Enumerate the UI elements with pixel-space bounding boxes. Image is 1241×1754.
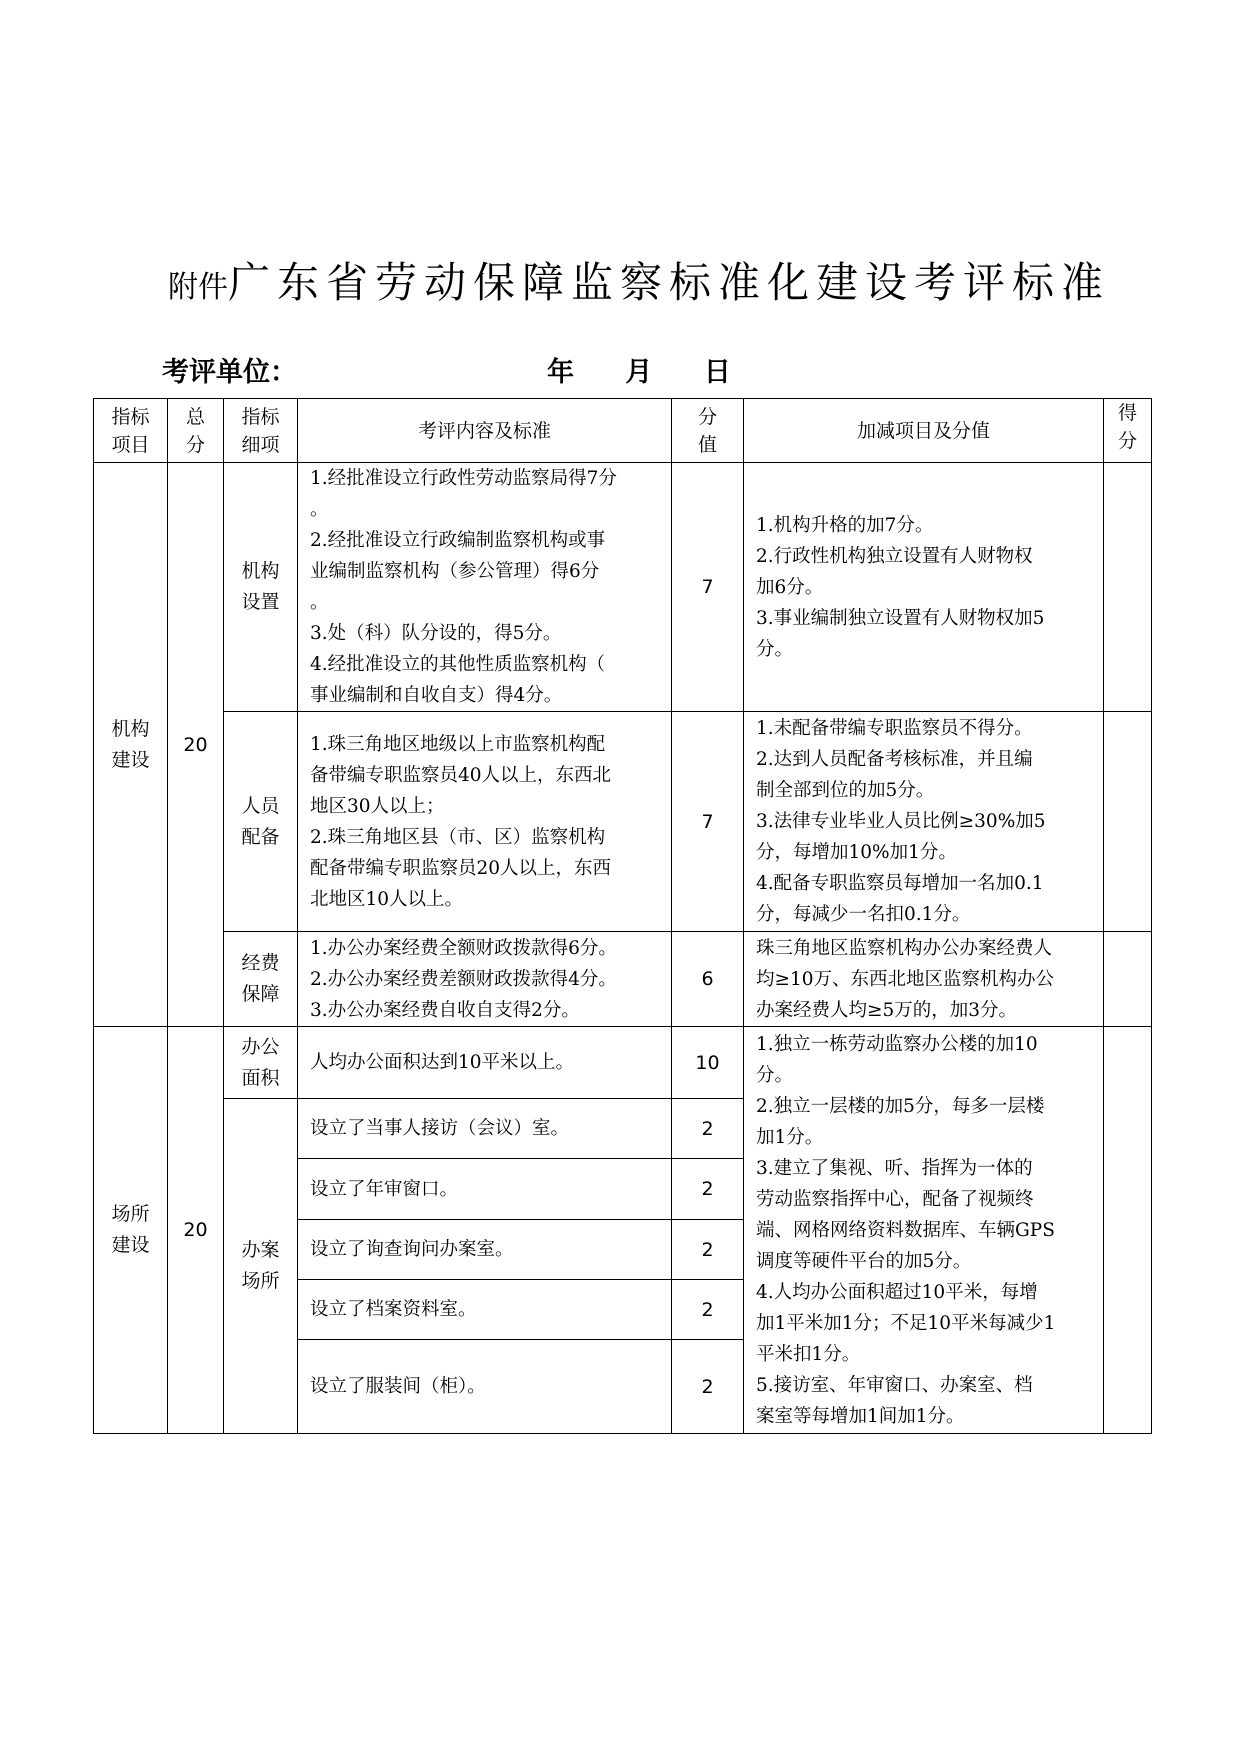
header-row [94, 399, 1152, 463]
bonus-cell: 1.独立一栋劳动监察办公楼的加10 分。 2.独立一层楼的加5分，每多一层楼 加1分。 3.建立了集视、听、指挥为一体的 劳动监察指挥中心，配备了视频终 端、网格网络资料数据库、车辆GPS 调度等硬件平台的加5分。 4.人均办公面积超过10平米，每增 加1平米加1分；不足10平米每减少1 平米扣1分。 5.接访室、年审窗口、办案室、档 案室等每增加1间加1分。 [744, 1027, 1104, 1434]
header-score: 得 分 [1104, 399, 1152, 463]
section-total: 20 [168, 463, 224, 1027]
content-cell: 设立了当事人接访（会议）室。 [298, 1099, 672, 1159]
table-row [94, 712, 1152, 932]
header-detail: 指标 细项 [224, 399, 298, 463]
page-title [168, 250, 1110, 310]
detail-label: 办公 面积 [224, 1027, 298, 1099]
section-name: 机构 建设 [94, 463, 168, 1027]
points-cell: 2 [672, 1159, 744, 1220]
date-fields [547, 350, 773, 389]
header-bonus: 加减项目及分值 [744, 399, 1104, 463]
content-cell: 1.办公办案经费全额财政拨款得6分。 2.办公办案经费差额财政拨款得4分。 3.办公办案经费自收自支得2分。 [298, 932, 672, 1027]
points-cell: 6 [672, 932, 744, 1027]
detail-label: 人员 配备 [224, 712, 298, 932]
points-cell: 10 [672, 1027, 744, 1099]
detail-label: 机构 设置 [224, 463, 298, 712]
table-row [94, 932, 1152, 1027]
points-cell: 2 [672, 1340, 744, 1434]
score-cell[interactable] [1104, 712, 1152, 932]
score-cell[interactable] [1104, 463, 1152, 712]
score-cell[interactable] [1104, 1027, 1152, 1434]
content-cell: 设立了年审窗口。 [298, 1159, 672, 1220]
bonus-cell: 1.机构升格的加7分。 2.行政性机构独立设置有人财物权 加6分。 3.事业编制独立设置有人财物权加5 分。 [744, 463, 1104, 712]
points-cell: 7 [672, 712, 744, 932]
evaluation-table [93, 398, 1152, 1434]
content-cell: 设立了档案资料室。 [298, 1280, 672, 1340]
year-label: 年 [547, 357, 574, 388]
detail-label: 办案 场所 [224, 1099, 298, 1434]
points-cell: 7 [672, 463, 744, 712]
content-cell: 设立了服装间（柜）。 [298, 1340, 672, 1434]
table-row [94, 463, 1152, 712]
detail-label: 经费 保障 [224, 932, 298, 1027]
content-cell: 1.经批准设立行政性劳动监察局得7分 。 2.经批准设立行政编制监察机构或事 业编制监察机构（参公管理）得6分 。 3.处（科）队分设的，得5分。 4.经批准设立的其他性质监察机构（ 事业编制和自收自支）得4分。 [298, 463, 672, 712]
section-total: 20 [168, 1027, 224, 1434]
header-points: 分 值 [672, 399, 744, 463]
month-label: 月 [625, 357, 653, 388]
header-item: 指标 项目 [94, 399, 168, 463]
content-cell: 1.珠三角地区地级以上市监察机构配 备带编专职监察员40人以上，东西北 地区30人以上； 2.珠三角地区县（市、区）监察机构 配备带编专职监察员20人以上，东西 北地区10人以上。 [298, 712, 672, 932]
section-name: 场所 建设 [94, 1027, 168, 1434]
day-label: 日 [703, 357, 731, 388]
evaluation-unit-label: 考评单位： [162, 357, 297, 388]
content-cell: 设立了询查询问办案室。 [298, 1220, 672, 1280]
title-main: 广东省劳动保障监察标准化建设考评标准 [228, 258, 1111, 307]
title-prefix: 附件 [168, 270, 228, 305]
evaluation-unit-line [162, 350, 731, 389]
bonus-cell: 珠三角地区监察机构办公办案经费人 均≥10万、东西北地区监察机构办公 办案经费人均≥5万的，加3分。 [744, 932, 1104, 1027]
score-cell[interactable] [1104, 932, 1152, 1027]
points-cell: 2 [672, 1280, 744, 1340]
header-content: 考评内容及标准 [298, 399, 672, 463]
table-row [94, 1027, 1152, 1099]
content-cell: 人均办公面积达到10平米以上。 [298, 1027, 672, 1099]
bonus-cell: 1.未配备带编专职监察员不得分。 2.达到人员配备考核标准，并且编 制全部到位的加5分。 3.法律专业毕业人员比例≥30%加5 分，每增加10%加1分。 4.配备专职监察员每增加一名加0.1 分，每减少一名扣0.1分。 [744, 712, 1104, 932]
points-cell: 2 [672, 1099, 744, 1159]
points-cell: 2 [672, 1220, 744, 1280]
header-total: 总 分 [168, 399, 224, 463]
